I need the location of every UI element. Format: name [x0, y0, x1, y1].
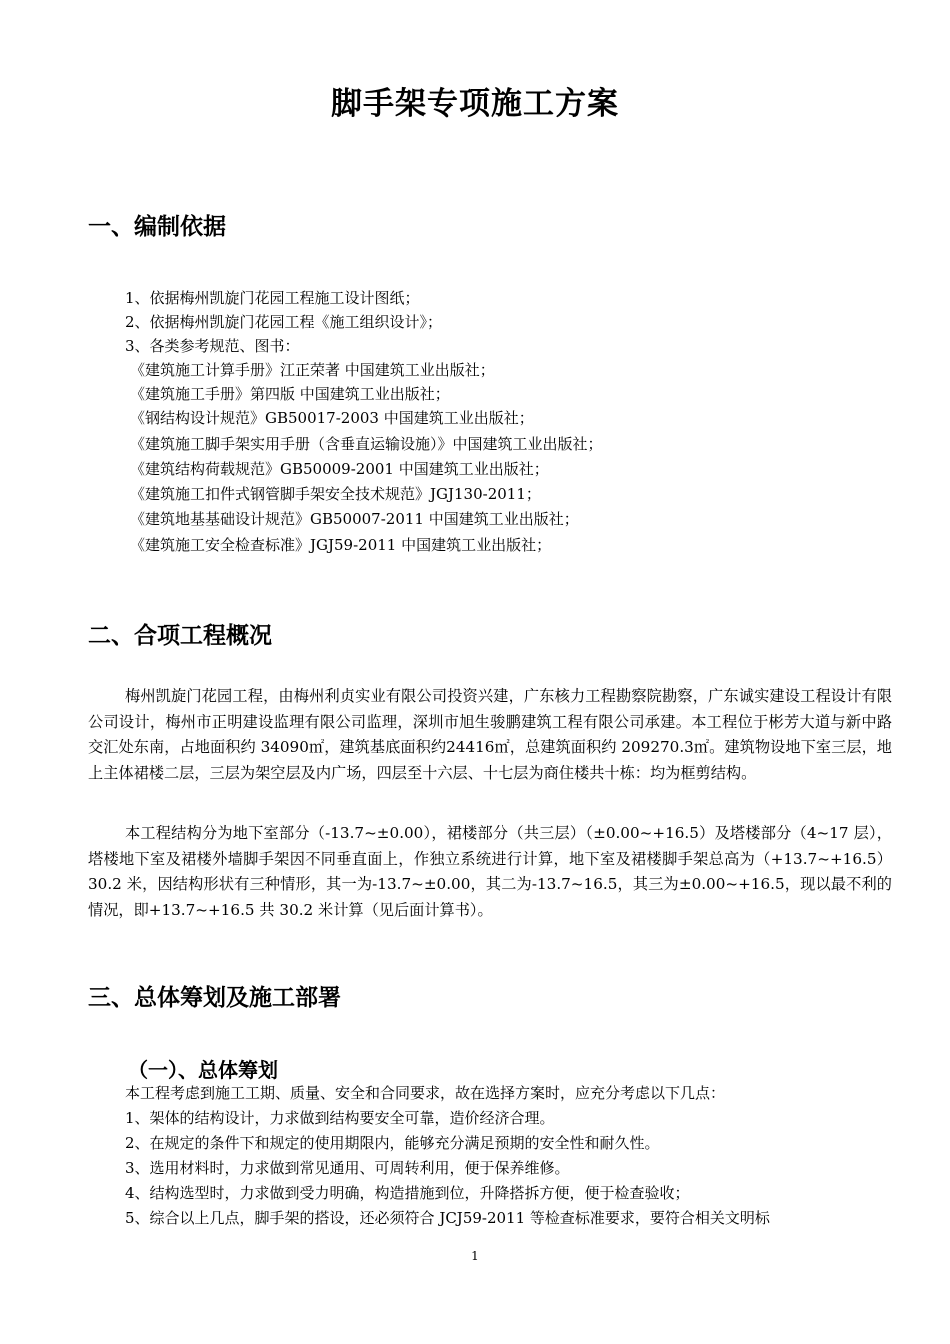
- basis-item: 2、依据梅州凯旋门花园工程《施工组织设计》；: [125, 313, 443, 331]
- reference-item: 《建筑施工脚手架实用手册（含垂直运输设施）》中国建筑工业出版社；: [130, 435, 603, 453]
- reference-item: 《建筑施工扣件式钢管脚手架安全技术规范》JGJ130-2011；: [130, 485, 541, 503]
- reference-item: 《建筑施工安全检查标准》JGJ59-2011 中国建筑工业出版社；: [130, 536, 552, 554]
- planning-point: 3、选用材料时，力求做到常见通用、可周转利用，便于保养维修。: [125, 1159, 570, 1177]
- section-heading-planning: 三、总体筹划及施工部署: [88, 985, 341, 1011]
- planning-point: 1、架体的结构设计，力求做到结构要安全可靠，造价经济合理。: [125, 1109, 555, 1127]
- reference-item: 《建筑施工手册》第四版 中国建筑工业出版社；: [130, 385, 450, 403]
- reference-item: 《钢结构设计规范》GB50017-2003 中国建筑工业出版社；: [130, 409, 534, 427]
- planning-point: 4、结构选型时，力求做到受力明确，构造措施到位，升降搭拆方便，便于检查验收；: [125, 1184, 690, 1202]
- reference-item: 《建筑地基基础设计规范》GB50007-2011 中国建筑工业出版社；: [130, 510, 579, 528]
- page-number: 1: [471, 1249, 479, 1263]
- subsection-heading-overall-planning: （一）、总体筹划: [128, 1058, 278, 1082]
- planning-point: 2、在规定的条件下和规定的使用期限内，能够充分满足预期的安全性和耐久性。: [125, 1134, 660, 1152]
- section-heading-overview: 二、合项工程概况: [88, 623, 272, 649]
- document-title: 脚手架专项施工方案: [331, 86, 619, 122]
- overview-paragraph: 梅州凯旋门花园工程，由梅州利贞实业有限公司投资兴建，广东核力工程勘察院勘察，广东诚实建设工程设计有限公司设计，梅州市正明建设监理有限公司监理，深圳市旭生骏鹏建筑工程有限公司承建。本工程位于彬芳大道与新中路交汇处东南，占地面积约 34090㎡，建筑基底面积约24416㎡，总建筑面积约 209270.3㎡。建筑物设地下室三层，地上主体裙楼二层，三层为架空层及内广场，四层至十六层、十七层为商住楼共十栋：均为框剪结构。: [88, 687, 892, 782]
- reference-item: 《建筑结构荷载规范》GB50009-2001 中国建筑工业出版社；: [130, 460, 549, 478]
- section-heading-basis: 一、编制依据: [88, 214, 226, 240]
- basis-item: 3、各类参考规范、图书：: [125, 337, 300, 355]
- reference-item: 《建筑施工计算手册》江正荣著 中国建筑工业出版社；: [130, 361, 495, 379]
- basis-item: 1、依据梅州凯旋门花园工程施工设计图纸；: [125, 289, 420, 307]
- overview-paragraph: 本工程结构分为地下室部分（-13.7~±0.00），裙楼部分（共三层）（±0.00~+16.5）及塔楼部分（4~17 层），塔楼地下室及裙楼外墙脚手架因不同垂直面上，作独立系统进行计算，地下室及裙楼脚手架总高为（+13.7~+16.5）30.2 米，因结构形状有三种情形，其一为-13.7~±0.00，其二为-13.7~16.5，其三为±0.00~+16.5，现以最不利的情况，即+13.7~+16.5 共 30.2 米计算（见后面计算书）。: [88, 824, 892, 919]
- planning-point: 5、综合以上几点，脚手架的搭设，还必须符合 JCJ59-2011 等检查标准要求，要符合相关文明标: [125, 1209, 770, 1227]
- planning-intro: 本工程考虑到施工工期、质量、安全和合同要求，故在选择方案时，应充分考虑以下几点：: [125, 1084, 726, 1102]
